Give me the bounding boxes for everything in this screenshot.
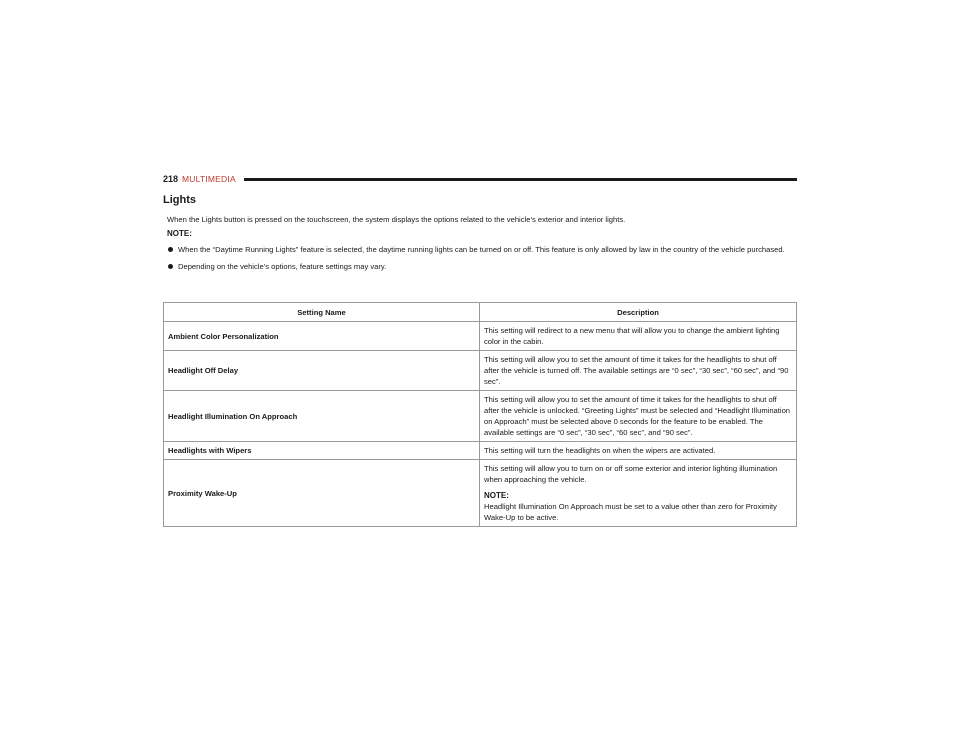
setting-name-cell: Ambient Color Personalization <box>164 322 480 351</box>
bullet-item <box>168 244 798 255</box>
table-row <box>164 391 797 442</box>
setting-name-cell: Headlight Illumination On Approach <box>164 391 480 442</box>
setting-name-cell: Proximity Wake-Up <box>164 460 480 527</box>
bullet-icon <box>168 264 173 269</box>
setting-name-cell: Headlights with Wipers <box>164 442 480 460</box>
intro-paragraph: When the Lights button is pressed on the touchscreen, the system displays the options related to the vehicle’s exterior and interior lights. <box>167 215 626 224</box>
bullet-icon <box>168 247 173 252</box>
section-heading: Lights <box>163 194 196 206</box>
bullet-text: Depending on the vehicle’s options, feature settings may vary. <box>178 262 387 271</box>
settings-table <box>163 302 797 527</box>
table-row <box>164 442 797 460</box>
note-label: NOTE: <box>167 229 192 238</box>
description-text: This setting will allow you to turn on or off some exterior and interior lighting illumination when approaching the vehicle. <box>484 464 778 484</box>
note-bullet-list <box>168 244 798 278</box>
column-header-setting-name: Setting Name <box>164 303 480 322</box>
table-header-row <box>164 303 797 322</box>
bullet-item <box>168 261 798 272</box>
description-cell: This setting will allow you to set the amount of time it takes for the headlights to shut off after the vehicle is unlocked. “Greeting Lights” must be selected and “Headlight Illumination on Approach” must be selected above 0 seconds for the feature to be enabled. The available settings are “0 sec”, “30 sec”, “60 sec”, and “90 sec”. <box>480 391 797 442</box>
table-row <box>164 460 797 527</box>
bullet-text: When the “Daytime Running Lights” feature is selected, the daytime running lights can be turned on or off. This feature is only allowed by law in the country of the vehicle purchased. <box>178 245 785 254</box>
description-cell: This setting will allow you to set the amount of time it takes for the headlights to shut off after the vehicle is turned off. The available settings are “0 sec”, “30 sec”, “60 sec”, and “90 sec”. <box>480 351 797 391</box>
description-cell <box>480 460 797 527</box>
page-number: 218 <box>163 174 179 184</box>
header-rule <box>244 178 797 181</box>
setting-name-cell: Headlight Off Delay <box>164 351 480 391</box>
description-cell: This setting will turn the headlights on when the wipers are activated. <box>480 442 797 460</box>
row-note-text: Headlight Illumination On Approach must be set to a value other than zero for Proximity Wake-Up to be active. <box>484 502 777 522</box>
table-row <box>164 351 797 391</box>
column-header-description: Description <box>480 303 797 322</box>
table-row <box>164 322 797 351</box>
page-header <box>163 172 797 186</box>
description-cell: This setting will redirect to a new menu that will allow you to change the ambient lighting color in the cabin. <box>480 322 797 351</box>
section-name: MULTIMEDIA <box>182 174 236 184</box>
row-note-label: NOTE: <box>484 491 509 500</box>
